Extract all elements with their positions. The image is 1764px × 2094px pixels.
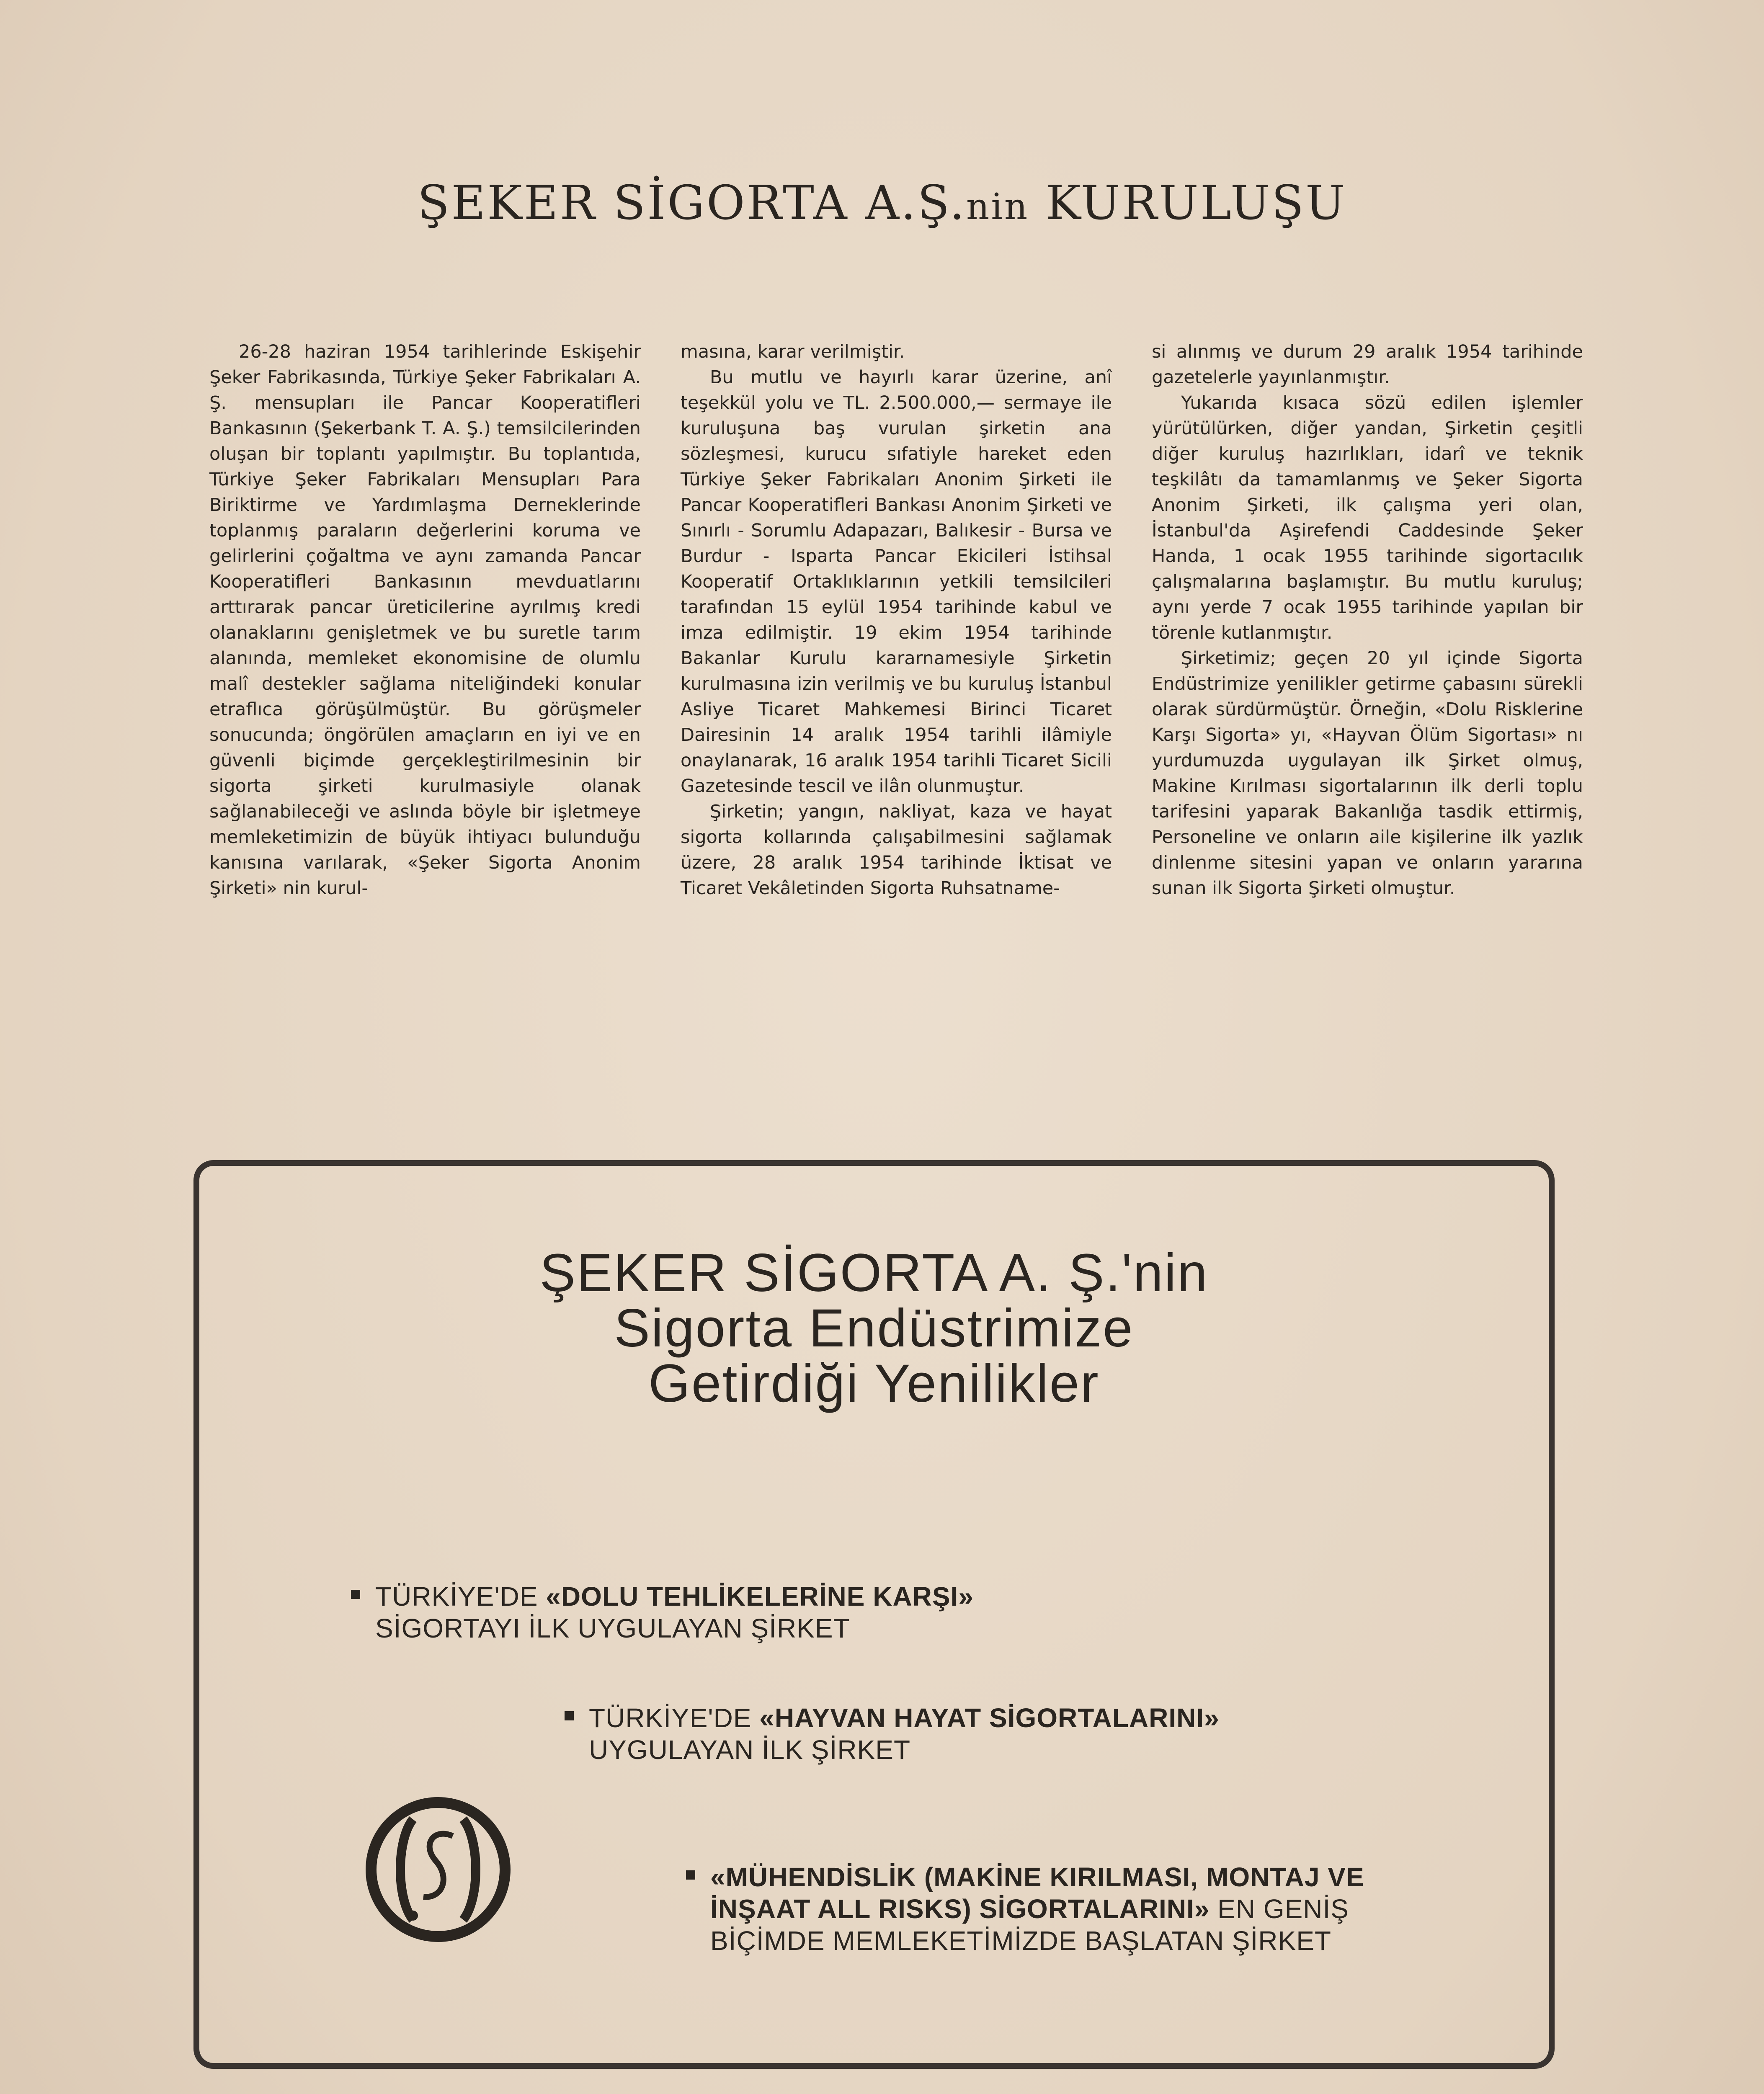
square-bullet-icon — [686, 1870, 695, 1880]
title-nin: nin — [966, 186, 1029, 228]
page-title — [0, 176, 1764, 230]
square-bullet-icon — [351, 1590, 360, 1599]
advertisement-box — [193, 1160, 1555, 2069]
ad-bullet-2-bold: «HAYVAN HAYAT SİGORTALARINI» — [759, 1703, 1220, 1733]
title-main: ŞEKER SİGORTA A.Ş. — [417, 176, 966, 230]
ad-bullet-3-line-3: BİÇİMDE MEMLEKETİMİZDE BAŞLATAN ŞİRKET — [710, 1926, 1331, 1956]
ad-title-line-2: Sigorta Endüstrimize — [614, 1298, 1134, 1358]
article-column-1 — [209, 339, 641, 901]
ad-bullet-3-bold-1: «MÜHENDİSLİK (MAKİNE KIRILMASI, MONTAJ VE — [710, 1862, 1364, 1892]
ad-bullet-2-line-2: UYGULAYAN İLK ŞİRKET — [589, 1735, 911, 1765]
ad-bullet-3-rest: EN GENİŞ — [1210, 1894, 1349, 1924]
article-paragraph: Şirketimiz; geçen 20 yıl içinde Sigorta Endüstrimize yenilikler getirme çabasını sürekli olarak sürdürmüştür. Örneğin, «Dolu Risklerine Karşı Sigorta» yı, «Hayvan Ölüm Sigortası» nı yurdumuzda uygulayan ilk Şirket olmuş, Makine Kırılması sigortalarının ilk derli toplu tarifesini yaparak Bakanlığa tasdik ettirmiş, Personeline ve onların aile kişilerine ilk yazlık dinlenme sitesini yapan ve onların yararına sunan ilk Sigorta Şirketi olmuştur. — [1152, 648, 1583, 899]
article-column-2 — [681, 339, 1112, 901]
article-paragraph: Şirketin; yangın, nakliyat, kaza ve hayat sigorta kollarında çalışabilmesini sağlamak üzere, 28 aralık 1954 tarihinde İktisat ve Ticaret Vekâletinden Sigorta Ruhsatname- — [681, 801, 1112, 899]
ad-bullet-1-line-2: SİGORTAYI İLK UYGULAYAN ŞİRKET — [375, 1613, 850, 1643]
square-bullet-icon — [565, 1711, 574, 1720]
ad-title — [199, 1243, 1549, 1413]
ad-bullet-1-bold: «DOLU TEHLİKELERİNE KARŞI» — [546, 1581, 974, 1612]
ad-bullet-3 — [710, 1861, 1364, 1957]
ad-bullet-1 — [375, 1581, 974, 1644]
ad-bullet-1-prefix: TÜRKİYE'DE — [375, 1581, 546, 1612]
article-column-3 — [1152, 339, 1583, 901]
title-end: KURULUŞU — [1045, 176, 1347, 230]
article-paragraph: Bu mutlu ve hayırlı karar üzerine, anî teşekkül yolu ve TL. 2.500.000,— sermaye ile kuruluşuna baş vurulan şirketin ana sözleşmesi, kurucu sıfatiyle hareket eden Türkiye Şeker Fabrikaları Anonim Şirketi ile Pancar Kooperatifleri Bankası Anonim Şirketi ve Sınırlı - Sorumlu Adapazarı, Balıkesir - Bursa ve Burdur - Isparta Pancar Ekicileri İstihsal Kooperatif Ortaklıklarının yetkili temsilcileri tarafından 15 eylül 1954 tarihinde kabul ve imza edilmiştir. 19 ekim 1954 tarihinde Bakanlar Kurulu kararnamesiyle Şirketin kurulmasına izin verilmiş ve bu kuruluş İstanbul Asliye Ticaret Mahkemesi Birinci Ticaret Dairesinin 14 aralık 1954 tarihli ilâmiyle onaylanarak, 16 aralık 1954 tarihli Ticaret Sicili Gazetesinde tescil ve ilân olunmuştur. — [681, 367, 1112, 797]
ad-bullet-2 — [589, 1702, 1220, 1766]
article-paragraph: 26-28 haziran 1954 tarihlerinde Eskişehir Şeker Fabrikasında, Türkiye Şeker Fabrikaları A. Ş. mensupları ile Pancar Kooperatifleri Bankasının (Şekerbank T. A. Ş.) temsilcilerinden oluşan bir toplantı yapılmıştır. Bu toplantıda, Türkiye Şeker Fabrikaları Mensupları Para Biriktirme ve Yardımlaşma Derneklerinde toplanmış paraların değerlerini koruma ve gelirlerini çoğaltma ve aynı zamanda Pancar Kooperatifleri Bankasının mevduatlarını arttırarak pancar üreticilerine ayrılmış kredi olanaklarını genişletmek ve bu suretle tarım alanında, memleket ekonomisine de olumlu malî destekler sağlama niteliğindeki konular etraflıca görüşülmüştür. Bu görüşmeler sonucunda; öngörülen amaçların en iyi ve en güvenli biçimde gerçekleştirilmesinin bir sigorta şirketi kurulmasiyle olanak sağlanabileceği ve aslında böyle bir işletmeye memleketimizin de büyük ihtiyacı bulunduğu kanısına varılarak, «Şeker Sigorta Anonim Şirketi» nin kurul- — [209, 341, 641, 899]
ad-bullet-3-bold-2: İNŞAAT ALL RISKS) SİGORTALARINI» — [710, 1894, 1210, 1924]
seker-sigorta-logo-icon — [350, 1790, 526, 1949]
article-paragraph: masına, karar verilmiştir. — [681, 341, 905, 362]
ad-title-line-3: Getirdiği Yenilikler — [648, 1354, 1100, 1413]
article-columns — [209, 339, 1583, 901]
article-paragraph: si alınmış ve durum 29 aralık 1954 tarihinde gazetelerle yayınlanmıştır. — [1152, 341, 1583, 388]
ad-title-line-1: ŞEKER SİGORTA A. Ş.'nin — [539, 1243, 1209, 1303]
ad-bullet-2-prefix: TÜRKİYE'DE — [589, 1703, 760, 1733]
article-paragraph: Yukarıda kısaca sözü edilen işlemler yürütülürken, diğer yandan, Şirketin çeşitli diğer kuruluş hazırlıkları, idarî ve teknik teşkilâtı da tamamlanmış ve Şeker Sigorta Anonim Şirketi, ilk çalışma yeri olan, İstanbul'da Aşirefendi Caddesinde Şeker Handa, 1 ocak 1955 tarihinde sigortacılık çalışmalarına başlamıştır. Bu mutlu kuruluş; aynı yerde 7 ocak 1955 tarihinde yapılan bir törenle kutlanmıştır. — [1152, 392, 1583, 643]
